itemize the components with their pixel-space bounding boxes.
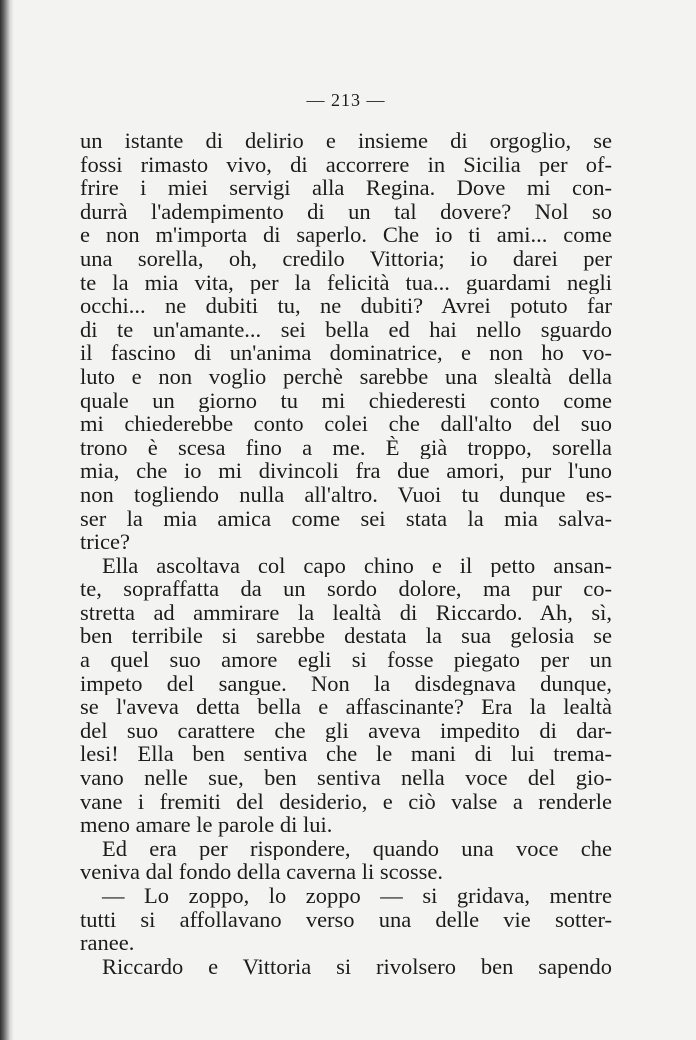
text-line: tutti si affollavano verso una delle vie sotter-	[80, 907, 612, 932]
text-line: trono è scesa fino a me. È già troppo, sorella	[80, 435, 612, 460]
text-line: te la mia vita, per la felicità tua... guardami negli	[80, 270, 612, 295]
text-line: durrà l'adempimento di un tal dovere? Nol so	[80, 199, 612, 224]
text-line: te, sopraffatta da un sordo dolore, ma pur co-	[80, 577, 612, 601]
text-line: — Lo zoppo, lo zoppo — si gridava, mentre	[102, 884, 612, 908]
book-spine-shadow	[0, 0, 14, 1040]
text-line: ser la mia amica come sei stata la mia salva-	[80, 506, 612, 531]
text-line: un istante di delirio e insieme di orgoglio, se	[80, 129, 612, 153]
text-line: stretta ad ammirare la lealtà di Riccardo. Ah, sì,	[80, 600, 612, 625]
text-line: lesi! Ella ben sentiva che le mani di lui trema-	[80, 742, 612, 767]
text-line: fossi rimasto vivo, di accorrere in Sicilia per of-	[80, 152, 612, 177]
text-line: non togliendo nulla all'altro. Vuoi tu dunque es-	[80, 482, 612, 507]
text-line: del suo carattere che gli aveva impedito di dar-	[80, 718, 612, 743]
text-line: Ed era per rispondere, quando una voce che	[102, 836, 612, 861]
text-line: ben terribile si sarebbe destata la sua gelosia se	[80, 624, 612, 649]
text-line: vane i fremiti del desiderio, e ciò valse a renderle	[80, 789, 612, 814]
text-line: vano nelle sue, ben sentiva nella voce del gio-	[80, 766, 612, 790]
text-line: Ella ascoltava col capo chino e il petto ansan-	[102, 553, 612, 578]
text-line: quale un giorno tu mi chiederesti conto come	[80, 388, 612, 413]
text-line: e non m'importa di saperlo. Che io ti ami... come	[80, 223, 612, 247]
page-text	[80, 129, 612, 978]
text-line: occhi... ne dubiti tu, ne dubiti? Avrei potuto far	[80, 294, 612, 318]
text-line: impeto del sangue. Non la disdegnava dunque,	[80, 671, 612, 696]
page-number: — 213 —	[306, 90, 386, 110]
book-page	[80, 88, 612, 978]
text-line: a quel suo amore egli si fosse piegato per un	[80, 648, 612, 672]
text-line: luto e non voglio perchè sarebbe una slealtà della	[80, 364, 612, 389]
text-line: mia, che io mi divincoli fra due amori, pur l'uno	[80, 459, 612, 483]
text-line: veniva dal fondo della caverna li scosse.	[80, 860, 443, 884]
text-line: di te un'amante... sei bella ed hai nello sguardo	[80, 317, 612, 342]
text-line: se l'aveva detta bella e affascinante? Era la lealtà	[80, 695, 612, 719]
text-line: trice?	[80, 530, 130, 554]
text-line: ranee.	[80, 931, 135, 955]
text-line: il fascino di un'anima dominatrice, e non ho vo-	[80, 341, 612, 365]
text-line: mi chiederebbe conto colei che dall'alto del suo	[80, 412, 612, 436]
text-line: frire i miei servigi alla Regina. Dove mi con-	[80, 176, 612, 200]
text-line: Riccardo e Vittoria si rivolsero ben sapendo	[102, 954, 612, 979]
text-line: una sorella, oh, credilo Vittoria; io darei per	[80, 246, 612, 271]
text-line: meno amare le parole di lui.	[80, 813, 333, 837]
